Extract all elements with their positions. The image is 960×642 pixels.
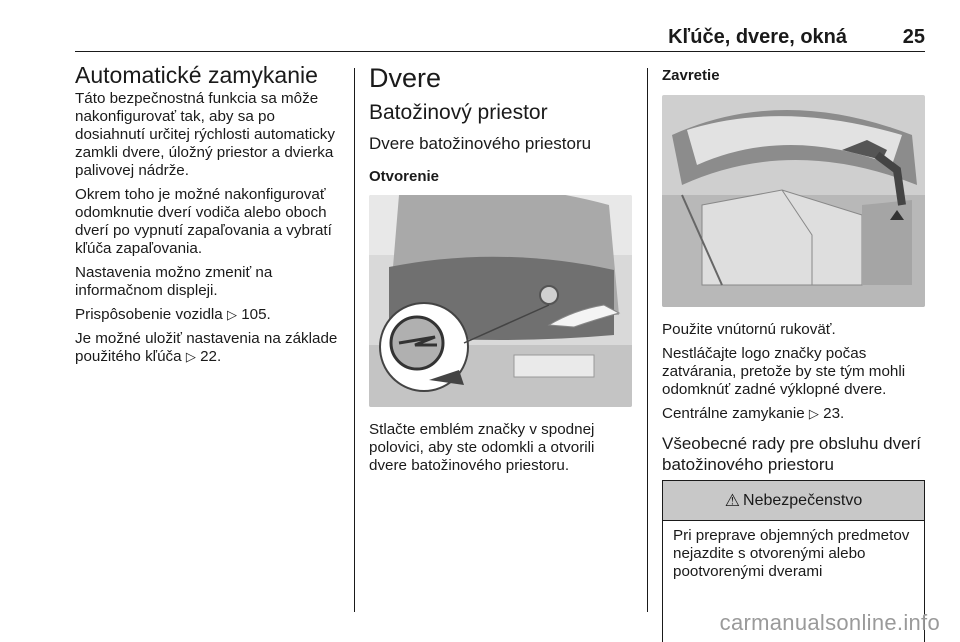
page-number: 25 [902,26,925,48]
paragraph: Nastavenia možno zmeniť na informačnom displeji. [75,264,273,299]
paragraph: Nestláčajte logo značky počas zatvárania, pretože by ste tým mohli odomknúť zadné výklopné dvere. [662,345,906,398]
danger-box-header [662,480,925,520]
section-heading-auto-lock: Automatické zamykanie [75,62,318,88]
triangle-right-icon: ▷ [226,307,237,322]
paragraph: Použite vnútornú rukoväť. [662,321,836,338]
header-rule [75,51,925,52]
chapter-title: Kľúče, dvere, okná [668,26,847,48]
watermark: carmanualsonline.info [719,610,940,635]
paragraph-reference [75,330,347,366]
column-divider-2 [647,68,648,612]
reference-text: Prispôsobenie vozidla [75,306,223,323]
column-divider-1 [354,68,355,612]
reference-page-link[interactable]: 22. [200,348,222,365]
paragraph-reference [662,405,927,423]
triangle-right-icon: ▷ [185,349,196,364]
danger-box-title: Nebezpečenstvo [743,491,863,509]
page-header [75,26,925,52]
caption-opening: Stlačte emblém značky v spodnej polovici, aby ste odomkli a otvorili dvere batožinového priestoru. [369,421,595,474]
column-3 [662,62,927,475]
label-closing: Zavretie [662,67,720,84]
subsubheading-tailgate: Dvere batožinového priestoru [369,134,592,153]
label-opening: Otvorenie [369,168,440,185]
danger-box-text: Pri preprave objemných predmetov nejazdite s otvorenými alebo pootvorenými dverami [673,527,910,580]
triangle-right-icon: ▷ [808,406,819,421]
reference-text: Centrálne zamykanie [662,405,805,422]
illustration-opening [369,195,632,407]
reference-page-link[interactable]: 23. [823,405,845,422]
paragraph-reference [75,306,347,324]
illustration-closing [662,95,925,307]
section-heading-general-advice: Všeobecné rady pre obsluhu dverí batožinového priestoru [662,434,921,474]
section-heading-doors: Dvere [369,63,442,93]
tailgate-open-illustration [369,195,632,407]
tailgate-close-illustration [662,95,925,307]
paragraph: Okrem toho je možné nakonfigurovať odomknutie dverí vodiča alebo oboch dverí po vypnutí zapaľovania a vybratí kľúča zapaľovania. [75,186,332,257]
column-2 [369,62,634,475]
reference-text: Je možné uložiť nastavenia na základe použitého kľúča [75,330,338,365]
paragraph: Táto bezpečnostná funkcia sa môže nakonfigurovať tak, aby sa po dosiahnutí určitej rýchlosti automaticky zamkli dvere, úložný priestor a dvierka palivovej nádrže. [75,90,335,179]
column-1 [75,62,347,366]
reference-page-link[interactable]: 105. [241,306,271,323]
warning-triangle-icon: ⚠ [724,490,741,510]
subheading-luggage: Batožinový priestor [369,101,548,124]
